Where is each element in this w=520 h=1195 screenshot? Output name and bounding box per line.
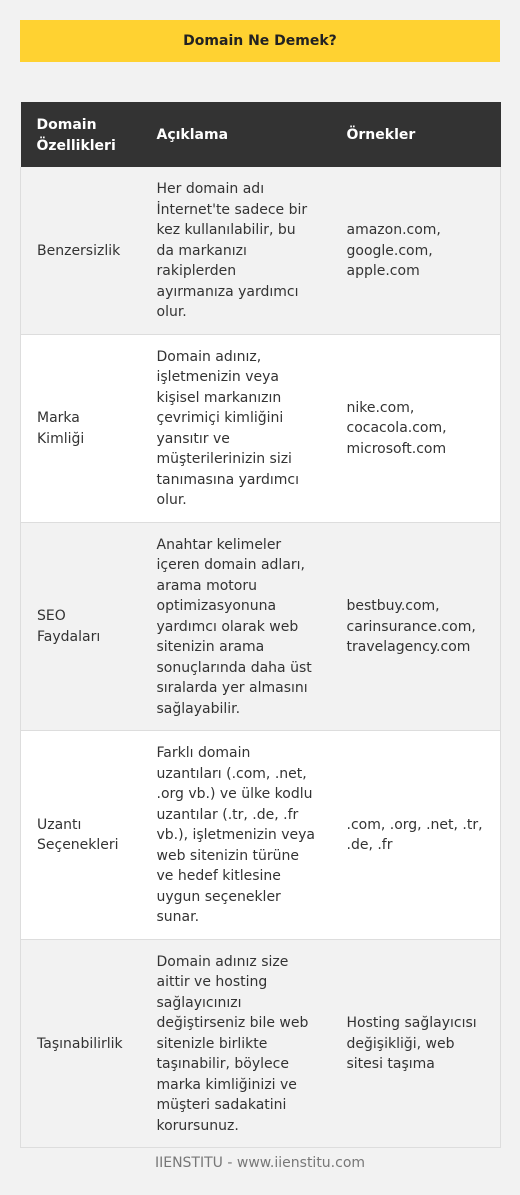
examples-cell: amazon.com, google.com, apple.com: [331, 167, 501, 334]
description-cell: Domain adınız size aittir ve hosting sağlayıcınızı değiştirseniz bile web sitenizle birlikte taşınabilir, böylece marka kimliğinizi ve müşteri sadakatini korursunuz.: [141, 939, 331, 1148]
feature-cell: Uzantı Seçenekleri: [21, 731, 141, 940]
description-cell: Her domain adı İnternet'te sadece bir kez kullanılabilir, bu da markanızı rakiplerden ayırmanıza yardımcı olur.: [141, 167, 331, 334]
table-row: [21, 731, 501, 940]
description-cell: Anahtar kelimeler içeren domain adları, arama motoru optimizasyonuna yardımcı olarak web sitenizin arama sonuçlarında daha üst sıralarda yer almasını sağlayabilir.: [141, 522, 331, 731]
table-row: [21, 522, 501, 731]
feature-cell: SEO Faydaları: [21, 522, 141, 731]
table-header: [21, 102, 501, 167]
examples-cell: Hosting sağlayıcısı değişikliği, web sitesi taşıma: [331, 939, 501, 1148]
header-description: Açıklama: [141, 102, 331, 167]
table-row: [21, 939, 501, 1148]
page-title: Domain Ne Demek?: [20, 20, 500, 62]
description-cell: Farklı domain uzantıları (.com, .net, .org vb.) ve ülke kodlu uzantılar (.tr, .de, .fr vb.), işletmenizin veya web sitenizin türüne ve hedef kitlesine uygun seçenekler sunar.: [141, 731, 331, 940]
feature-cell: Marka Kimliği: [21, 334, 141, 522]
examples-cell: .com, .org, .net, .tr, .de, .fr: [331, 731, 501, 940]
header-examples: Örnekler: [331, 102, 501, 167]
domain-features-table: [20, 102, 501, 1148]
description-cell: Domain adınız, işletmenizin veya kişisel markanızın çevrimiçi kimliğini yansıtır ve müşterilerinizin sizi tanımasına yardımcı olur.: [141, 334, 331, 522]
footer-credit: IIENSTITU - www.iienstitu.com: [154, 1155, 366, 1171]
header-feature: Domain Özellikleri: [21, 102, 141, 167]
examples-cell: nike.com, cocacola.com, microsoft.com: [331, 334, 501, 522]
feature-cell: Taşınabilirlik: [21, 939, 141, 1148]
table-row: [21, 167, 501, 334]
examples-cell: bestbuy.com, carinsurance.com, travelagency.com: [331, 522, 501, 731]
table-row: [21, 334, 501, 522]
feature-cell: Benzersizlik: [21, 167, 141, 334]
